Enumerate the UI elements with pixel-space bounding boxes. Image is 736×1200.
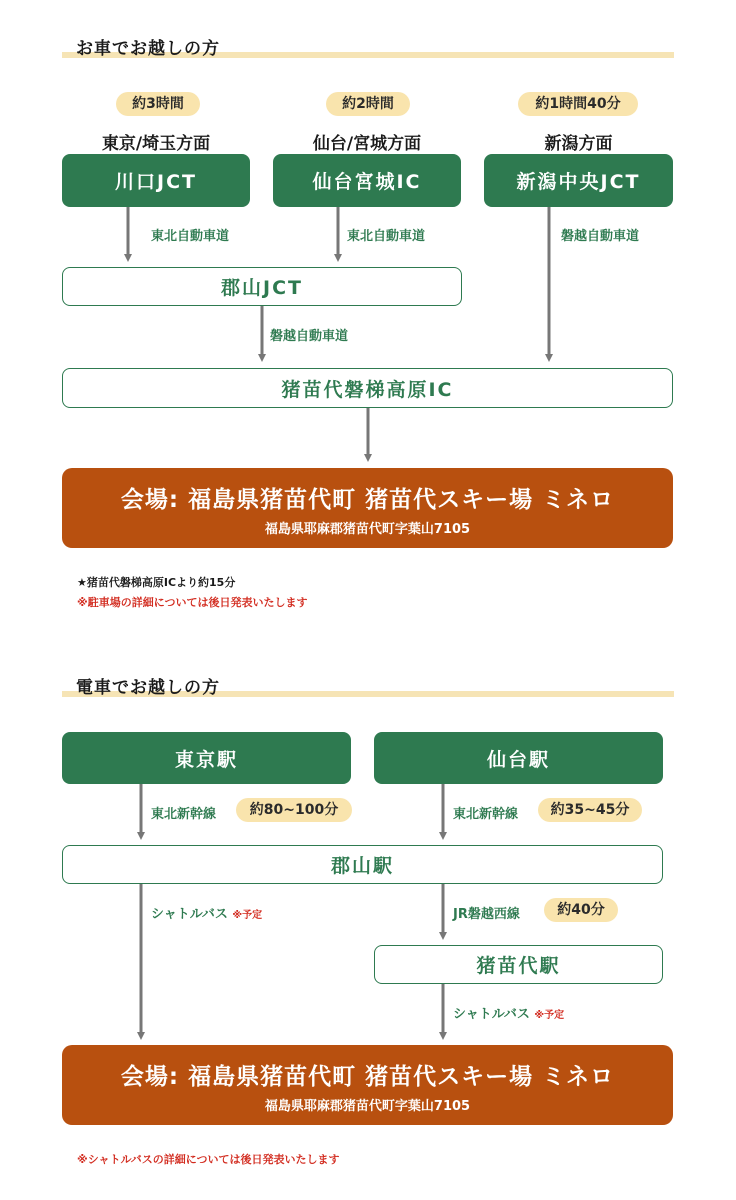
direction-label: 東京/埼玉方面 bbox=[101, 134, 211, 154]
venue-box bbox=[62, 1045, 673, 1125]
train-time-pill: 約35~45分 bbox=[538, 798, 642, 822]
start-box-sendai-station: 仙台駅 bbox=[374, 732, 663, 784]
line-label: 東北新幹線 bbox=[453, 807, 519, 822]
tentative-note: ※予定 bbox=[534, 1010, 565, 1021]
venue-box bbox=[62, 468, 673, 548]
shuttle-bus-note: ※シャトルバスの詳細については後日発表いたします bbox=[77, 1153, 340, 1166]
train-time-pill: 約80~100分 bbox=[236, 798, 352, 822]
venue-address: 福島県耶麻郡猪苗代町字葉山7105 bbox=[264, 1099, 471, 1114]
start-box-sendai: 仙台宮城IC bbox=[273, 154, 461, 207]
line-label: JR磐越西線 bbox=[453, 907, 520, 922]
parking-note: ※駐車場の詳細については後日発表いたします bbox=[77, 596, 308, 609]
line-label: 東北新幹線 bbox=[151, 807, 217, 822]
road-label: 東北自動車道 bbox=[347, 229, 426, 244]
exit-box: 猪苗代磐梯高原IC bbox=[62, 368, 673, 408]
shuttle-bus-text: シャトルバス bbox=[453, 1007, 530, 1022]
local-station-box: 猪苗代駅 bbox=[374, 945, 663, 984]
direction-label: 新潟方面 bbox=[544, 134, 613, 154]
start-box-tokyo-station: 東京駅 bbox=[62, 732, 351, 784]
junction-box: 郡山JCT bbox=[62, 267, 462, 306]
venue-title: 会場: 福島県猪苗代町 猪苗代スキー場 ミネロ bbox=[120, 487, 615, 513]
road-label: 磐越自動車道 bbox=[561, 229, 640, 244]
car-time-pill: 約2時間 bbox=[326, 92, 410, 116]
shuttle-bus-label bbox=[453, 1003, 564, 1022]
shuttle-bus-text: シャトルバス bbox=[151, 907, 228, 922]
car-section-title: お車でお越しの方 bbox=[76, 39, 220, 59]
venue-address: 福島県耶麻郡猪苗代町字葉山7105 bbox=[264, 522, 471, 537]
road-label: 磐越自動車道 bbox=[270, 329, 349, 344]
direction-label: 仙台/宮城方面 bbox=[312, 134, 422, 154]
start-box-kawaguchi: 川口JCT bbox=[62, 154, 250, 207]
car-time-pill: 約1時間40分 bbox=[518, 92, 638, 116]
access-time-note: ★猪苗代磐梯高原ICより約15分 bbox=[77, 576, 236, 589]
road-label: 東北自動車道 bbox=[151, 229, 230, 244]
hub-station-box: 郡山駅 bbox=[62, 845, 663, 884]
shuttle-bus-label bbox=[151, 903, 262, 922]
car-time-pill: 約3時間 bbox=[116, 92, 200, 116]
train-section-title: 電車でお越しの方 bbox=[76, 678, 220, 698]
train-time-pill: 約40分 bbox=[544, 898, 618, 922]
tentative-note: ※予定 bbox=[232, 910, 263, 921]
venue-title: 会場: 福島県猪苗代町 猪苗代スキー場 ミネロ bbox=[120, 1064, 615, 1090]
start-box-niigata: 新潟中央JCT bbox=[484, 154, 673, 207]
